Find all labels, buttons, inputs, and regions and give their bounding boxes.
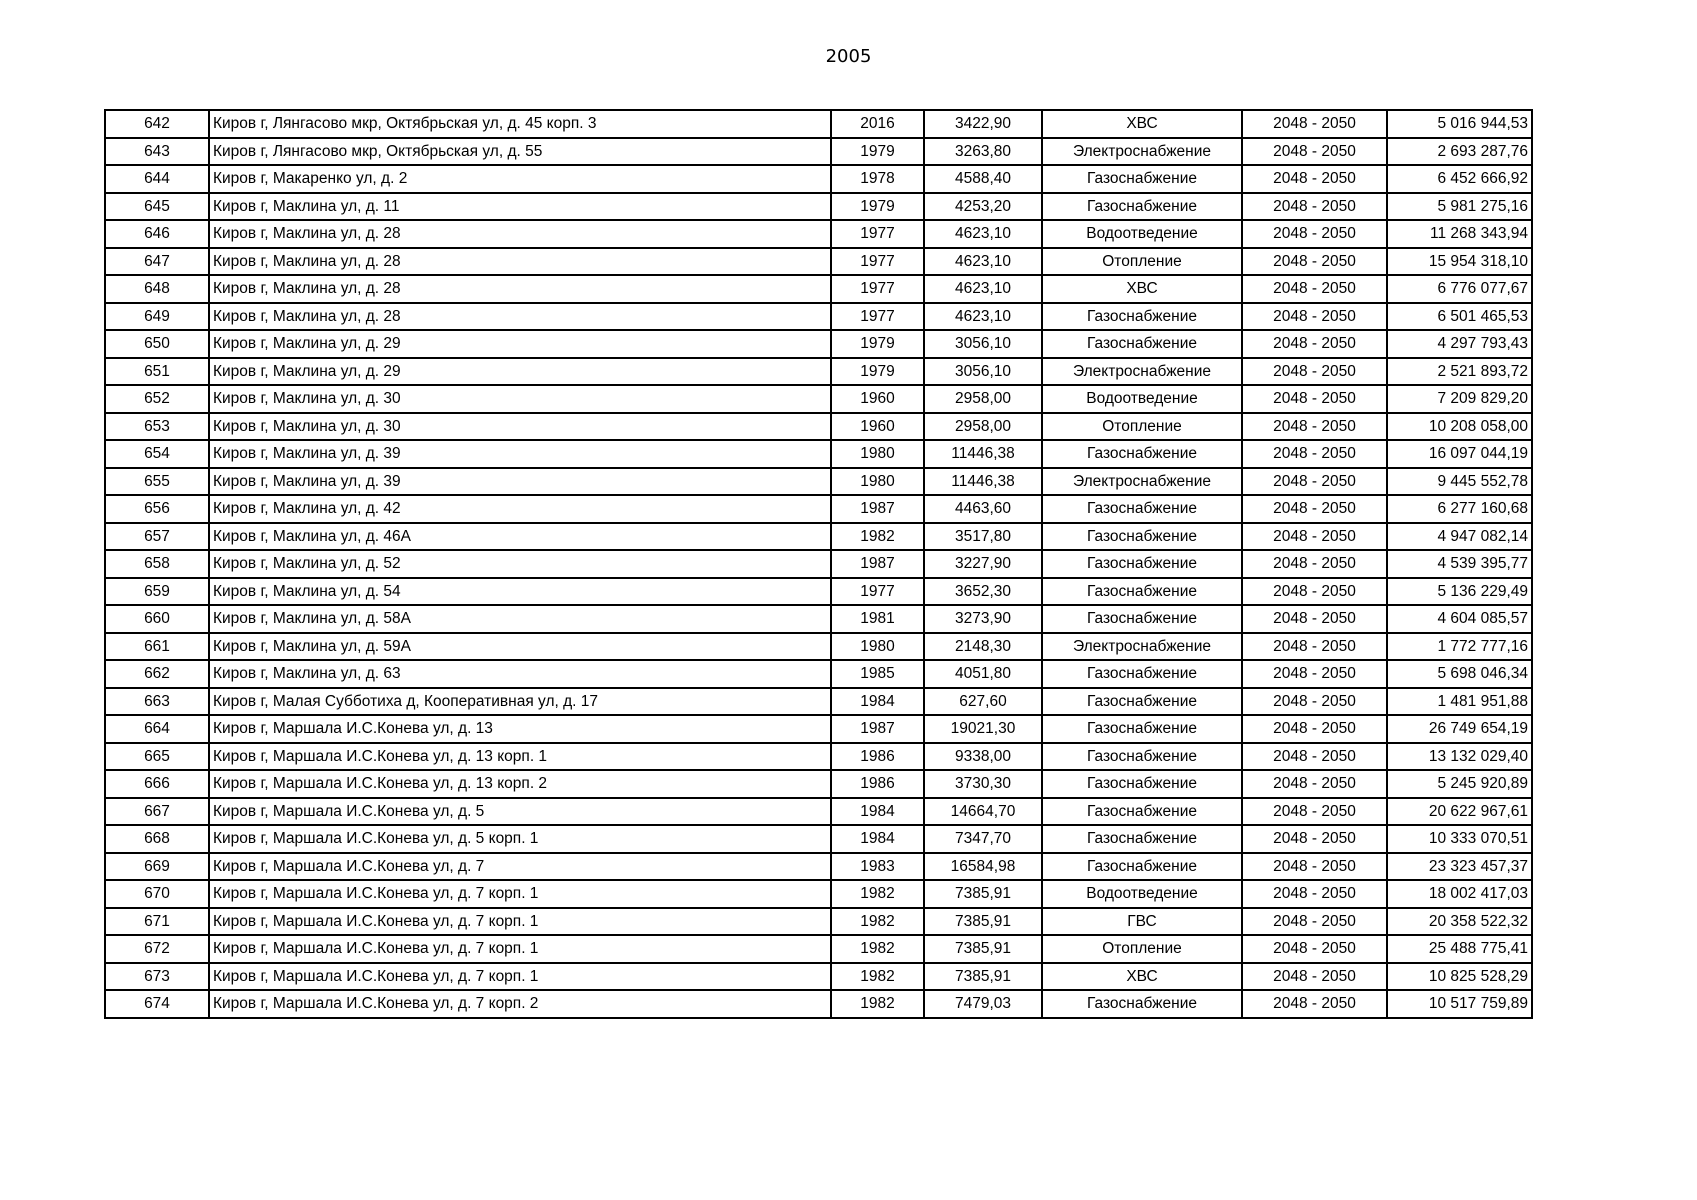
area-cell: 4463,60: [924, 495, 1042, 523]
row-number-cell: 652: [105, 385, 209, 413]
year-built-cell: 1980: [831, 633, 924, 661]
year-built-cell: 1977: [831, 303, 924, 331]
year-built-cell: 1982: [831, 963, 924, 991]
area-cell: 4051,80: [924, 660, 1042, 688]
row-number-cell: 665: [105, 743, 209, 771]
year-built-cell: 1979: [831, 138, 924, 166]
year-built-cell: 1960: [831, 413, 924, 441]
year-built-cell: 1979: [831, 193, 924, 221]
year-built-cell: 1982: [831, 935, 924, 963]
table-row: [105, 578, 1532, 606]
area-cell: 7347,70: [924, 825, 1042, 853]
row-number-cell: 662: [105, 660, 209, 688]
cost-cell: 10 333 070,51: [1387, 825, 1532, 853]
service-type-cell: ХВС: [1042, 110, 1242, 138]
address-cell: Киров г, Макаренко ул, д. 2: [209, 165, 831, 193]
address-cell: Киров г, Маршала И.С.Конева ул, д. 7 корп. 1: [209, 935, 831, 963]
cost-cell: 5 981 275,16: [1387, 193, 1532, 221]
address-cell: Киров г, Маршала И.С.Конева ул, д. 7 корп. 1: [209, 880, 831, 908]
capital-repair-table: [104, 109, 1533, 1019]
year-built-cell: 1984: [831, 798, 924, 826]
area-cell: 627,60: [924, 688, 1042, 716]
table-row: [105, 138, 1532, 166]
address-cell: Киров г, Маклина ул, д. 63: [209, 660, 831, 688]
area-cell: 19021,30: [924, 715, 1042, 743]
cost-cell: 11 268 343,94: [1387, 220, 1532, 248]
year-built-cell: 1983: [831, 853, 924, 881]
address-cell: Киров г, Маршала И.С.Конева ул, д. 13 корп. 1: [209, 743, 831, 771]
period-cell: 2048 - 2050: [1242, 165, 1387, 193]
address-cell: Киров г, Маршала И.С.Конева ул, д. 7 корп. 1: [209, 908, 831, 936]
year-built-cell: 1979: [831, 358, 924, 386]
address-cell: Киров г, Маршала И.С.Конева ул, д. 5: [209, 798, 831, 826]
row-number-cell: 672: [105, 935, 209, 963]
area-cell: 3517,80: [924, 523, 1042, 551]
address-cell: Киров г, Маршала И.С.Конева ул, д. 13: [209, 715, 831, 743]
row-number-cell: 643: [105, 138, 209, 166]
service-type-cell: Газоснабжение: [1042, 523, 1242, 551]
area-cell: 3422,90: [924, 110, 1042, 138]
table-row: [105, 110, 1532, 138]
year-built-cell: 1987: [831, 715, 924, 743]
cost-cell: 15 954 318,10: [1387, 248, 1532, 276]
address-cell: Киров г, Маклина ул, д. 39: [209, 468, 831, 496]
year-built-cell: 1980: [831, 468, 924, 496]
cost-cell: 4 604 085,57: [1387, 605, 1532, 633]
cost-cell: 2 521 893,72: [1387, 358, 1532, 386]
area-cell: 16584,98: [924, 853, 1042, 881]
year-built-cell: 1977: [831, 578, 924, 606]
table-row: [105, 880, 1532, 908]
area-cell: 2958,00: [924, 385, 1042, 413]
service-type-cell: Водоотведение: [1042, 220, 1242, 248]
area-cell: 7385,91: [924, 963, 1042, 991]
cost-cell: 20 358 522,32: [1387, 908, 1532, 936]
cost-cell: 20 622 967,61: [1387, 798, 1532, 826]
service-type-cell: Электроснабжение: [1042, 468, 1242, 496]
service-type-cell: Газоснабжение: [1042, 825, 1242, 853]
service-type-cell: Водоотведение: [1042, 385, 1242, 413]
year-built-cell: 1977: [831, 220, 924, 248]
area-cell: 3273,90: [924, 605, 1042, 633]
area-cell: 9338,00: [924, 743, 1042, 771]
period-cell: 2048 - 2050: [1242, 110, 1387, 138]
row-number-cell: 660: [105, 605, 209, 633]
area-cell: 11446,38: [924, 440, 1042, 468]
address-cell: Киров г, Маклина ул, д. 11: [209, 193, 831, 221]
area-cell: 14664,70: [924, 798, 1042, 826]
period-cell: 2048 - 2050: [1242, 248, 1387, 276]
period-cell: 2048 - 2050: [1242, 385, 1387, 413]
service-type-cell: Газоснабжение: [1042, 990, 1242, 1018]
area-cell: 2958,00: [924, 413, 1042, 441]
area-cell: 2148,30: [924, 633, 1042, 661]
address-cell: Киров г, Маклина ул, д. 28: [209, 275, 831, 303]
year-built-cell: 1982: [831, 880, 924, 908]
row-number-cell: 664: [105, 715, 209, 743]
period-cell: 2048 - 2050: [1242, 880, 1387, 908]
row-number-cell: 659: [105, 578, 209, 606]
year-built-cell: 1985: [831, 660, 924, 688]
row-number-cell: 661: [105, 633, 209, 661]
address-cell: Киров г, Маклина ул, д. 46А: [209, 523, 831, 551]
row-number-cell: 654: [105, 440, 209, 468]
cost-cell: 9 445 552,78: [1387, 468, 1532, 496]
service-type-cell: Газоснабжение: [1042, 853, 1242, 881]
area-cell: 4623,10: [924, 220, 1042, 248]
period-cell: 2048 - 2050: [1242, 440, 1387, 468]
cost-cell: 16 097 044,19: [1387, 440, 1532, 468]
year-built-cell: 1986: [831, 743, 924, 771]
period-cell: 2048 - 2050: [1242, 688, 1387, 716]
row-number-cell: 668: [105, 825, 209, 853]
row-number-cell: 674: [105, 990, 209, 1018]
period-cell: 2048 - 2050: [1242, 798, 1387, 826]
table-row: [105, 688, 1532, 716]
table-row: [105, 715, 1532, 743]
year-built-cell: 1984: [831, 688, 924, 716]
table-row: [105, 468, 1532, 496]
year-built-cell: 1977: [831, 275, 924, 303]
year-built-cell: 1978: [831, 165, 924, 193]
area-cell: 4623,10: [924, 275, 1042, 303]
table-row: [105, 275, 1532, 303]
service-type-cell: Газоснабжение: [1042, 440, 1242, 468]
cost-cell: 6 277 160,68: [1387, 495, 1532, 523]
table-row: [105, 248, 1532, 276]
row-number-cell: 669: [105, 853, 209, 881]
year-built-cell: 1984: [831, 825, 924, 853]
row-number-cell: 645: [105, 193, 209, 221]
service-type-cell: Электроснабжение: [1042, 358, 1242, 386]
service-type-cell: Газоснабжение: [1042, 770, 1242, 798]
cost-cell: 1 772 777,16: [1387, 633, 1532, 661]
row-number-cell: 658: [105, 550, 209, 578]
table-body: [105, 110, 1532, 1018]
year-built-cell: 1986: [831, 770, 924, 798]
row-number-cell: 666: [105, 770, 209, 798]
service-type-cell: Отопление: [1042, 413, 1242, 441]
row-number-cell: 655: [105, 468, 209, 496]
table-row: [105, 550, 1532, 578]
cost-cell: 26 749 654,19: [1387, 715, 1532, 743]
area-cell: 3227,90: [924, 550, 1042, 578]
address-cell: Киров г, Малая Субботиха д, Кооперативная ул, д. 17: [209, 688, 831, 716]
period-cell: 2048 - 2050: [1242, 358, 1387, 386]
row-number-cell: 650: [105, 330, 209, 358]
table-row: [105, 303, 1532, 331]
year-built-cell: 1977: [831, 248, 924, 276]
year-built-cell: 1987: [831, 495, 924, 523]
period-cell: 2048 - 2050: [1242, 743, 1387, 771]
area-cell: 3263,80: [924, 138, 1042, 166]
table-row: [105, 853, 1532, 881]
year-built-cell: 2016: [831, 110, 924, 138]
table-row: [105, 495, 1532, 523]
cost-cell: 2 693 287,76: [1387, 138, 1532, 166]
period-cell: 2048 - 2050: [1242, 303, 1387, 331]
service-type-cell: Водоотведение: [1042, 880, 1242, 908]
address-cell: Киров г, Маршала И.С.Конева ул, д. 7 корп. 1: [209, 963, 831, 991]
table-row: [105, 358, 1532, 386]
service-type-cell: Газоснабжение: [1042, 798, 1242, 826]
service-type-cell: Газоснабжение: [1042, 330, 1242, 358]
row-number-cell: 642: [105, 110, 209, 138]
period-cell: 2048 - 2050: [1242, 715, 1387, 743]
table-row: [105, 770, 1532, 798]
table-row: [105, 523, 1532, 551]
cost-cell: 10 517 759,89: [1387, 990, 1532, 1018]
period-cell: 2048 - 2050: [1242, 605, 1387, 633]
address-cell: Киров г, Маклина ул, д. 29: [209, 330, 831, 358]
table-row: [105, 413, 1532, 441]
period-cell: 2048 - 2050: [1242, 935, 1387, 963]
service-type-cell: Газоснабжение: [1042, 688, 1242, 716]
year-built-cell: 1987: [831, 550, 924, 578]
service-type-cell: ГВС: [1042, 908, 1242, 936]
row-number-cell: 656: [105, 495, 209, 523]
period-cell: 2048 - 2050: [1242, 330, 1387, 358]
year-built-cell: 1982: [831, 908, 924, 936]
area-cell: 4623,10: [924, 248, 1042, 276]
row-number-cell: 653: [105, 413, 209, 441]
table-row: [105, 798, 1532, 826]
cost-cell: 4 297 793,43: [1387, 330, 1532, 358]
address-cell: Киров г, Маклина ул, д. 30: [209, 385, 831, 413]
service-type-cell: Газоснабжение: [1042, 193, 1242, 221]
cost-cell: 25 488 775,41: [1387, 935, 1532, 963]
row-number-cell: 644: [105, 165, 209, 193]
period-cell: 2048 - 2050: [1242, 550, 1387, 578]
table-row: [105, 660, 1532, 688]
table-row: [105, 825, 1532, 853]
period-cell: 2048 - 2050: [1242, 138, 1387, 166]
period-cell: 2048 - 2050: [1242, 468, 1387, 496]
area-cell: 3056,10: [924, 330, 1042, 358]
address-cell: Киров г, Маршала И.С.Конева ул, д. 13 корп. 2: [209, 770, 831, 798]
table-row: [105, 633, 1532, 661]
address-cell: Киров г, Маклина ул, д. 54: [209, 578, 831, 606]
cost-cell: 7 209 829,20: [1387, 385, 1532, 413]
year-built-cell: 1982: [831, 523, 924, 551]
address-cell: Киров г, Маршала И.С.Конева ул, д. 5 корп. 1: [209, 825, 831, 853]
address-cell: Киров г, Маклина ул, д. 29: [209, 358, 831, 386]
service-type-cell: Газоснабжение: [1042, 495, 1242, 523]
cost-cell: 1 481 951,88: [1387, 688, 1532, 716]
address-cell: Киров г, Маклина ул, д. 58А: [209, 605, 831, 633]
area-cell: 4588,40: [924, 165, 1042, 193]
year-built-cell: 1981: [831, 605, 924, 633]
period-cell: 2048 - 2050: [1242, 770, 1387, 798]
table-row: [105, 193, 1532, 221]
cost-cell: 6 452 666,92: [1387, 165, 1532, 193]
row-number-cell: 649: [105, 303, 209, 331]
address-cell: Киров г, Маршала И.С.Конева ул, д. 7: [209, 853, 831, 881]
service-type-cell: Электроснабжение: [1042, 633, 1242, 661]
year-built-cell: 1960: [831, 385, 924, 413]
service-type-cell: Газоснабжение: [1042, 578, 1242, 606]
area-cell: 4253,20: [924, 193, 1042, 221]
address-cell: Киров г, Маклина ул, д. 42: [209, 495, 831, 523]
cost-cell: 6 776 077,67: [1387, 275, 1532, 303]
period-cell: 2048 - 2050: [1242, 633, 1387, 661]
address-cell: Киров г, Маклина ул, д. 28: [209, 248, 831, 276]
period-cell: 2048 - 2050: [1242, 220, 1387, 248]
address-cell: Киров г, Маклина ул, д. 28: [209, 220, 831, 248]
row-number-cell: 673: [105, 963, 209, 991]
service-type-cell: Газоснабжение: [1042, 165, 1242, 193]
row-number-cell: 657: [105, 523, 209, 551]
area-cell: 3056,10: [924, 358, 1042, 386]
row-number-cell: 647: [105, 248, 209, 276]
table-row: [105, 385, 1532, 413]
period-cell: 2048 - 2050: [1242, 578, 1387, 606]
address-cell: Киров г, Лянгасово мкр, Октябрьская ул, д. 45 корп. 3: [209, 110, 831, 138]
table-row: [105, 963, 1532, 991]
cost-cell: 4 539 395,77: [1387, 550, 1532, 578]
row-number-cell: 648: [105, 275, 209, 303]
service-type-cell: Отопление: [1042, 248, 1242, 276]
cost-cell: 13 132 029,40: [1387, 743, 1532, 771]
cost-cell: 10 208 058,00: [1387, 413, 1532, 441]
table-row: [105, 165, 1532, 193]
period-cell: 2048 - 2050: [1242, 990, 1387, 1018]
period-cell: 2048 - 2050: [1242, 825, 1387, 853]
period-cell: 2048 - 2050: [1242, 413, 1387, 441]
area-cell: 3652,30: [924, 578, 1042, 606]
address-cell: Киров г, Маклина ул, д. 39: [209, 440, 831, 468]
service-type-cell: Газоснабжение: [1042, 660, 1242, 688]
row-number-cell: 671: [105, 908, 209, 936]
cost-cell: 5 136 229,49: [1387, 578, 1532, 606]
area-cell: 7385,91: [924, 908, 1042, 936]
cost-cell: 4 947 082,14: [1387, 523, 1532, 551]
year-built-cell: 1982: [831, 990, 924, 1018]
address-cell: Киров г, Маклина ул, д. 59А: [209, 633, 831, 661]
period-cell: 2048 - 2050: [1242, 495, 1387, 523]
cost-cell: 5 016 944,53: [1387, 110, 1532, 138]
table-row: [105, 990, 1532, 1018]
period-cell: 2048 - 2050: [1242, 275, 1387, 303]
area-cell: 11446,38: [924, 468, 1042, 496]
row-number-cell: 667: [105, 798, 209, 826]
table-row: [105, 743, 1532, 771]
period-cell: 2048 - 2050: [1242, 963, 1387, 991]
service-type-cell: ХВС: [1042, 963, 1242, 991]
address-cell: Киров г, Маршала И.С.Конева ул, д. 7 корп. 2: [209, 990, 831, 1018]
service-type-cell: Электроснабжение: [1042, 138, 1242, 166]
area-cell: 7385,91: [924, 880, 1042, 908]
cost-cell: 6 501 465,53: [1387, 303, 1532, 331]
cost-cell: 23 323 457,37: [1387, 853, 1532, 881]
cost-cell: 5 245 920,89: [1387, 770, 1532, 798]
table-row: [105, 908, 1532, 936]
address-cell: Киров г, Маклина ул, д. 30: [209, 413, 831, 441]
area-cell: 3730,30: [924, 770, 1042, 798]
service-type-cell: Газоснабжение: [1042, 550, 1242, 578]
year-built-cell: 1980: [831, 440, 924, 468]
address-cell: Киров г, Маклина ул, д. 52: [209, 550, 831, 578]
period-cell: 2048 - 2050: [1242, 523, 1387, 551]
cost-cell: 5 698 046,34: [1387, 660, 1532, 688]
row-number-cell: 646: [105, 220, 209, 248]
year-built-cell: 1979: [831, 330, 924, 358]
page-number: 2005: [825, 46, 872, 67]
address-cell: Киров г, Маклина ул, д. 28: [209, 303, 831, 331]
area-cell: 7385,91: [924, 935, 1042, 963]
period-cell: 2048 - 2050: [1242, 853, 1387, 881]
service-type-cell: Отопление: [1042, 935, 1242, 963]
period-cell: 2048 - 2050: [1242, 908, 1387, 936]
table-row: [105, 440, 1532, 468]
period-cell: 2048 - 2050: [1242, 193, 1387, 221]
area-cell: 4623,10: [924, 303, 1042, 331]
table-row: [105, 330, 1532, 358]
address-cell: Киров г, Лянгасово мкр, Октябрьская ул, д. 55: [209, 138, 831, 166]
cost-cell: 10 825 528,29: [1387, 963, 1532, 991]
area-cell: 7479,03: [924, 990, 1042, 1018]
row-number-cell: 663: [105, 688, 209, 716]
service-type-cell: Газоснабжение: [1042, 303, 1242, 331]
service-type-cell: ХВС: [1042, 275, 1242, 303]
period-cell: 2048 - 2050: [1242, 660, 1387, 688]
table-row: [105, 220, 1532, 248]
cost-cell: 18 002 417,03: [1387, 880, 1532, 908]
table-row: [105, 605, 1532, 633]
table-row: [105, 935, 1532, 963]
service-type-cell: Газоснабжение: [1042, 743, 1242, 771]
service-type-cell: Газоснабжение: [1042, 605, 1242, 633]
row-number-cell: 651: [105, 358, 209, 386]
row-number-cell: 670: [105, 880, 209, 908]
service-type-cell: Газоснабжение: [1042, 715, 1242, 743]
